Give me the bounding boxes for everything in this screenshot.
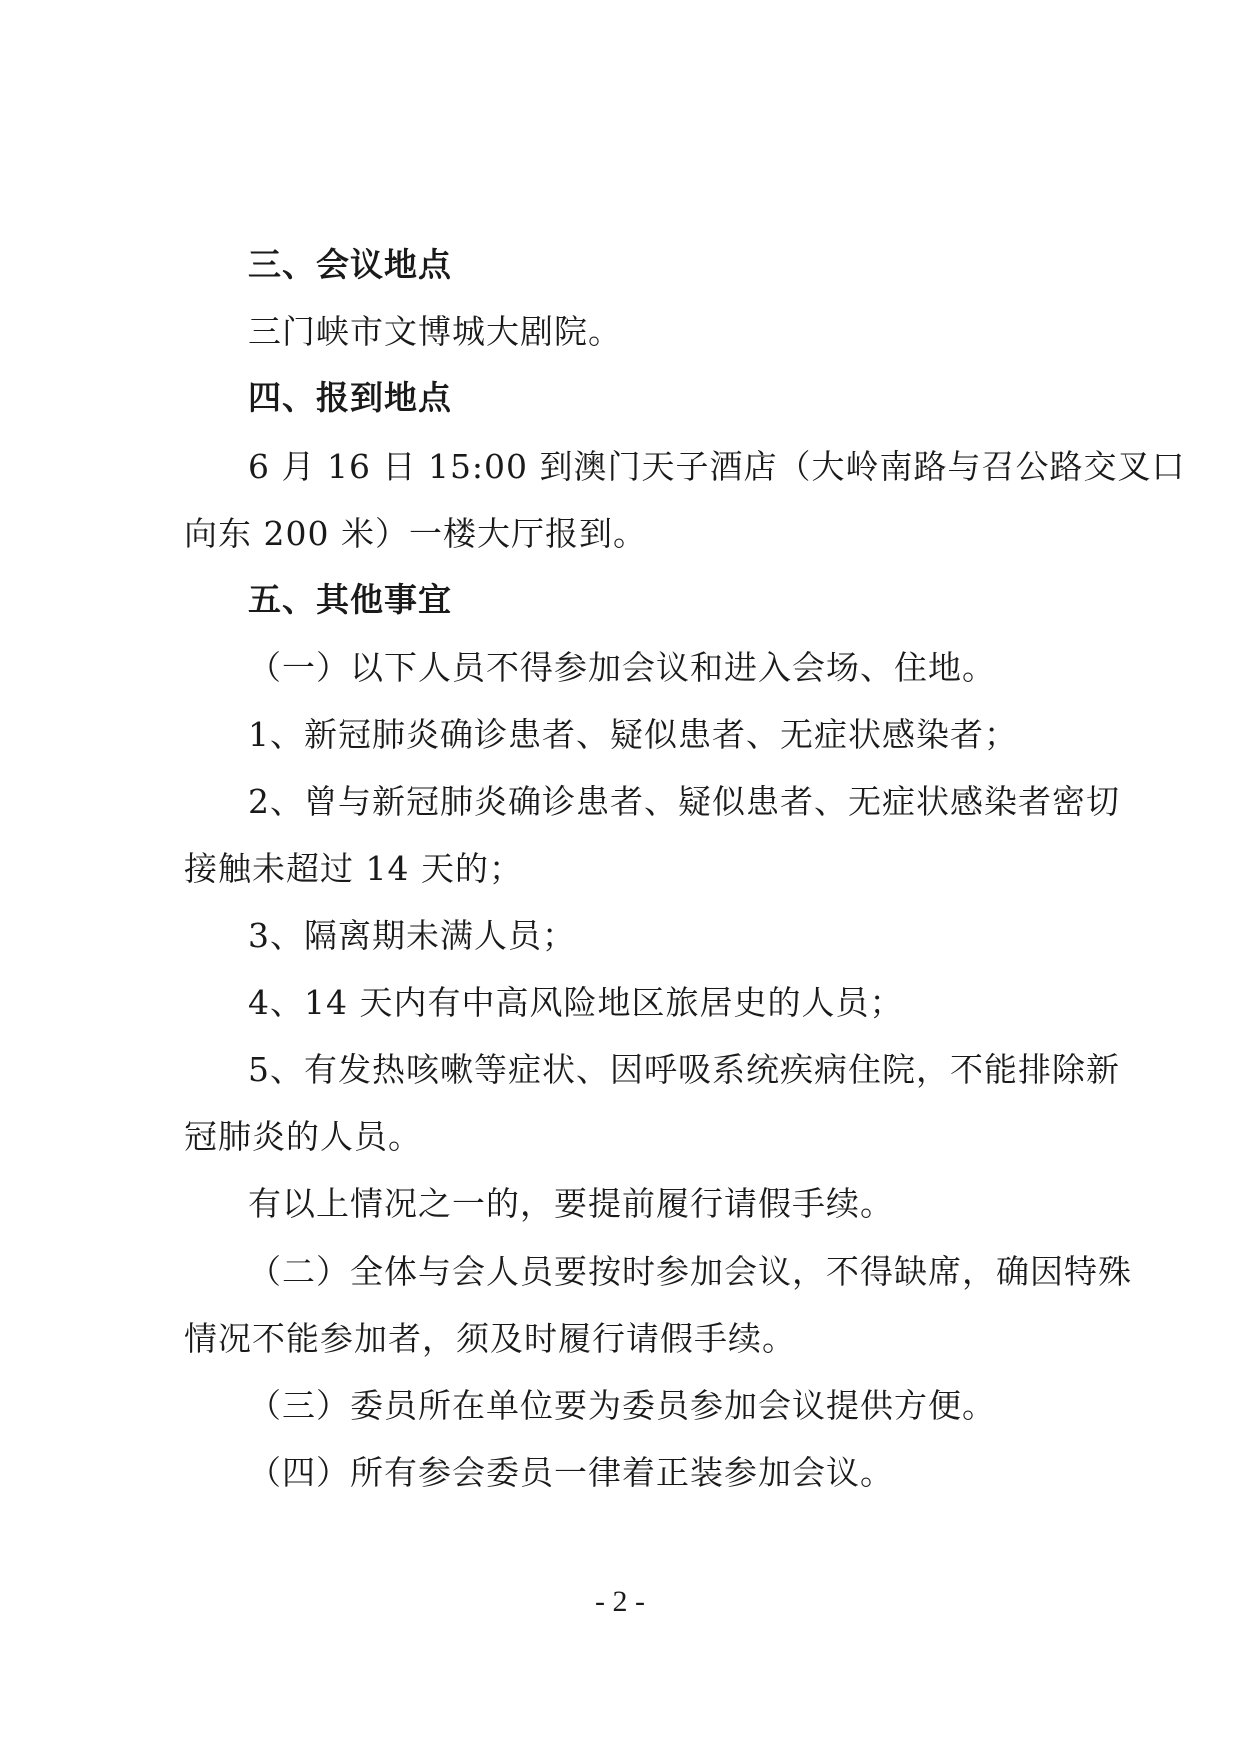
- section-5-item-2-line-1: （二）全体与会人员要按时参加会议，不得缺席，确因特殊: [248, 1252, 1132, 1291]
- section-4-line-1: 6 月 16 日 15:00 到澳门天子酒店（大岭南路与召公路交叉口: [248, 447, 1186, 486]
- page-number: - 2 -: [595, 1585, 645, 1618]
- section-3-text: 三门峡市文博城大剧院。: [248, 312, 622, 351]
- list-item-4: 4、14 天内有中高风险地区旅居史的人员；: [248, 983, 904, 1022]
- section-3-heading: 三、会议地点: [248, 245, 452, 284]
- leave-note: 有以上情况之一的，要提前履行请假手续。: [248, 1184, 894, 1223]
- list-item-3: 3、隔离期未满人员；: [248, 916, 576, 955]
- section-5-item-1: （一）以下人员不得参加会议和进入会场、住地。: [248, 648, 996, 687]
- list-item-2-line-2: 接触未超过 14 天的；: [184, 849, 523, 888]
- section-5-item-3: （三）委员所在单位要为委员参加会议提供方便。: [248, 1386, 996, 1425]
- list-item-1: 1、新冠肺炎确诊患者、疑似患者、无症状感染者；: [248, 715, 1018, 754]
- list-item-5-line-2: 冠肺炎的人员。: [184, 1117, 422, 1156]
- section-5-item-2-line-2: 情况不能参加者，须及时履行请假手续。: [184, 1319, 796, 1358]
- list-item-5-line-1: 5、有发热咳嗽等症状、因呼吸系统疾病住院，不能排除新: [248, 1050, 1120, 1089]
- section-5-item-4: （四）所有参会委员一律着正装参加会议。: [248, 1453, 894, 1492]
- list-item-2-line-1: 2、曾与新冠肺炎确诊患者、疑似患者、无症状感染者密切: [248, 782, 1120, 821]
- section-4-line-2: 向东 200 米）一楼大厅报到。: [184, 514, 647, 553]
- section-4-heading: 四、报到地点: [248, 378, 452, 417]
- section-5-heading: 五、其他事宜: [248, 580, 452, 619]
